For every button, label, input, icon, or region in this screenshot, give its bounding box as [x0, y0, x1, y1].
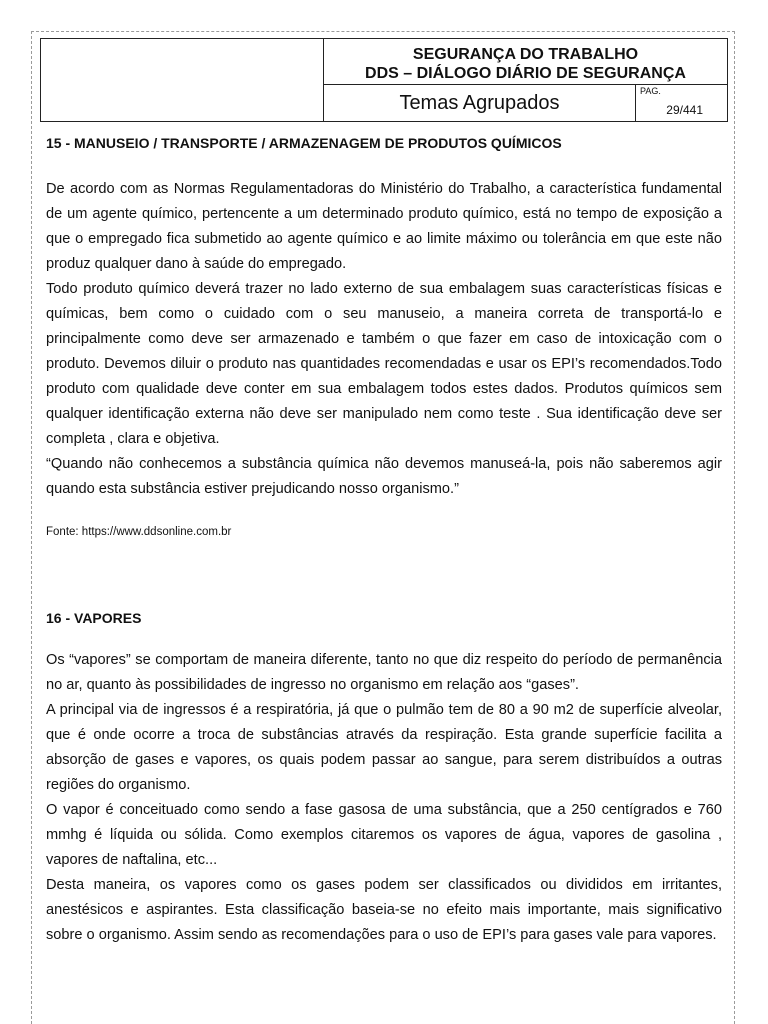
document-body: [46, 133, 722, 948]
logo-cell: [41, 39, 324, 121]
section-15-paragraph: Todo produto químico deverá trazer no lado externo de sua embalagem suas características físicas e químicas, bem como o cuidado com o seu manuseio, a maneira correta de transportá-lo e principalmente como deve ser armazenado e também o que fazer em caso de intoxicação com o produto. Devemos diluir o produto nas quantidades recomendadas e usar os EPI’s recomendados.Todo produto com qualidade deve conter em sua embalagem todos estes dados. Produtos químicos sem qualquer identificação externa não deve ser manipulado nem como teste . Sua identificação deve ser completa , clara e objetiva.: [46, 281, 722, 447]
section-16-paragraph: O vapor é conceituado como sendo a fase gasosa de uma substância, que a 250 centígrados e 760 mmhg é líquida ou sólida. Como exemplos citaremos os vapores de água, vapores de gasolina , vapores de naftalina, etc...: [46, 802, 722, 868]
section-16-paragraph: A principal via de ingressos é a respiratória, já que o pulmão tem de 80 a 90 m2 de superfície alveolar, que é onde ocorre a troca de substâncias através da respiração. Esta grande superfície facilita a absorção de gases e vapores, os quais podem passar ao sangue, para serem distribuídos a outras regiões do organismo.: [46, 702, 722, 793]
header-title-line2: DDS – DIÁLOGO DIÁRIO DE SEGURANÇA: [365, 65, 686, 82]
section-16-paragraph: Os “vapores” se comportam de maneira diferente, tanto no que diz respeito do período de permanência no ar, quanto às possibilidades de ingresso no organismo em relação aos “gases”.: [46, 652, 722, 693]
page-label: PAG.: [640, 86, 661, 96]
section-15-paragraph: De acordo com as Normas Regulamentadoras do Ministério do Trabalho, a característica fundamental de um agente químico, pertencente a um determinado produto químico, está no tempo de exposição a que o empregado fica submetido ao agente químico e ao limite máximo ou tolerância em que este não produz qualquer dano à saúde do empregado.: [46, 181, 722, 272]
document-header: [40, 38, 728, 122]
header-topic: Temas Agrupados: [324, 85, 636, 121]
source-citation: Fonte: https://www.ddsonline.com.br: [46, 526, 232, 538]
section-15-quote: “Quando não conhecemos a substância química não devemos manuseá-la, pois não saberemos agir quando esta substância estiver prejudicando nosso organismo.”: [46, 456, 722, 497]
header-title-line1: SEGURANÇA DO TRABALHO: [412, 46, 639, 63]
header-title: [324, 39, 727, 85]
page-number-cell: [636, 85, 727, 121]
section-16-title: 16 - VAPORES: [46, 610, 142, 626]
page-number: 29/441: [666, 103, 703, 117]
section-16-paragraph: Desta maneira, os vapores como os gases podem ser classificados ou divididos em irritantes, anestésicos e aspirantes. Esta classificação baseia-se no efeito mais importante, mais significativo sobre o organismo. Assim sendo as recomendações para o uso de EPI’s para gases vale para vapores.: [46, 877, 722, 943]
section-15-title: 15 - MANUSEIO / TRANSPORTE / ARMAZENAGEM DE PRODUTOS QUÍMICOS: [46, 135, 562, 151]
